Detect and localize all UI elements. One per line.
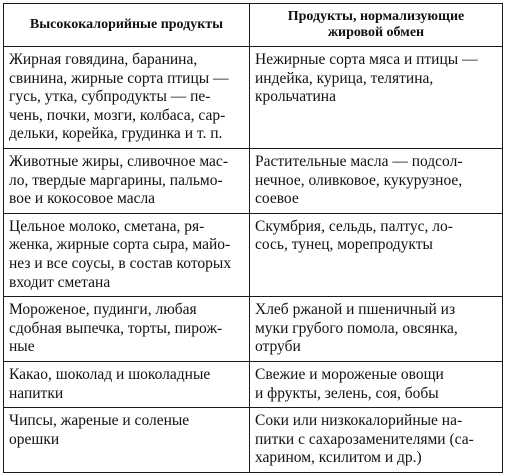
normalizing-cell — [250, 213, 503, 296]
cell-line: питки с сахарозаменителями (са- — [255, 430, 474, 448]
cell-line: входит сметана — [9, 273, 111, 291]
normalizing-cell — [250, 408, 503, 473]
cell-line: свинина, жирные сорта птицы — — [9, 69, 229, 87]
cell-line: харином, ксилитом и др.) — [255, 449, 422, 467]
cell-line: орешки — [9, 430, 60, 448]
cell-line: отруби — [255, 338, 301, 356]
high-calorie-cell — [4, 361, 250, 407]
cell-line: Чипсы, жареные и соленые — [9, 412, 190, 430]
high-calorie-cell — [4, 213, 250, 296]
cell-line: нечное, оливковое, кукурузное, — [255, 171, 463, 189]
header-left-text: Высококалорийные продукты — [29, 17, 224, 32]
header-normalizing — [250, 4, 503, 47]
cell-line: вое и кокосовое масла — [9, 190, 156, 208]
cell-line: соевое — [255, 190, 299, 208]
high-calorie-cell — [4, 297, 250, 362]
cell-line: Какао, шоколад и шоколадные — [9, 365, 211, 383]
cell-line: ло, твердые маргарины, пальмо- — [9, 171, 223, 189]
cell-line: гусь, утка, субпродукты — пе- — [9, 88, 211, 106]
cell-line: Мороженое, пудинги, любая — [9, 301, 197, 319]
header-row — [4, 4, 503, 47]
cell-line: Скумбрия, сельдь, палтус, ло- — [255, 217, 453, 235]
high-calorie-cell — [4, 148, 250, 213]
table-row — [4, 213, 503, 296]
cell-line: Свежие и мороженые овощи — [255, 365, 444, 383]
cell-line: Цельное молоко, сметана, ря- — [9, 217, 205, 235]
table-row — [4, 297, 503, 362]
cell-line: Соки или низкокалорийные на- — [255, 412, 463, 430]
cell-line: Нежирные сорта мяса и птицы — — [255, 51, 478, 68]
cell-line: индейка, курица, телятина, — [255, 69, 434, 87]
cell-line: Животные жиры, сливочное мас- — [9, 152, 228, 170]
cell-line: и фрукты, зелень, соя, бобы — [255, 384, 439, 402]
cell-line: женка, жирные сорта сыра, майо- — [9, 236, 231, 254]
cell-line: дельки, корейка, грудинка и т. п. — [9, 125, 223, 143]
normalizing-cell — [250, 148, 503, 213]
header-right-line: Продукты, нормализующие — [287, 9, 465, 24]
food-comparison-table — [3, 3, 503, 473]
normalizing-cell — [250, 47, 503, 149]
cell-line: Растительные масла — подсол- — [255, 152, 463, 170]
high-calorie-cell — [4, 408, 250, 473]
table-header — [4, 4, 503, 47]
cell-line: муки грубого помола, овсянка, — [255, 319, 458, 337]
table-row — [4, 361, 503, 407]
normalizing-cell — [250, 297, 503, 362]
table-row — [4, 47, 503, 149]
high-calorie-cell — [4, 47, 250, 149]
table-row — [4, 408, 503, 473]
cell-line: напитки — [9, 384, 64, 402]
header-right-line: жировой обмен — [327, 25, 425, 40]
cell-line: ные — [9, 338, 35, 356]
cell-line: чень, почки, мозги, колбаса, сар- — [9, 106, 226, 124]
header-high-calorie — [4, 4, 250, 47]
cell-line: Хлеб ржаной и пшеничный из — [255, 301, 456, 319]
cell-line: сось, тунец, морепродукты — [255, 236, 433, 254]
cell-line: сдобная выпечка, торты, пирож- — [9, 319, 223, 337]
cell-line: Жирная говядина, баранина, — [9, 51, 198, 68]
normalizing-cell — [250, 361, 503, 407]
table-row — [4, 148, 503, 213]
table-body — [4, 47, 503, 473]
cell-line: крольчатина — [255, 88, 336, 106]
cell-line: нез и все соусы, в состав которых — [9, 254, 232, 272]
